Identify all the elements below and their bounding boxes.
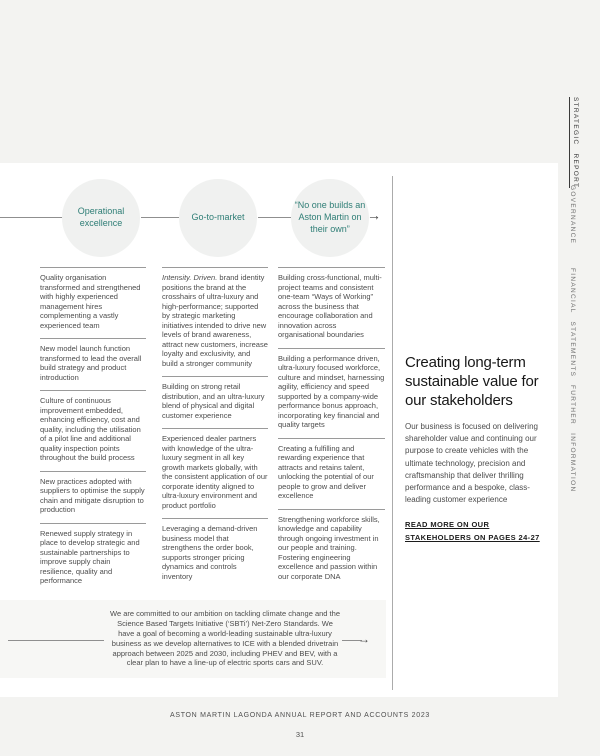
climate-left-line — [8, 640, 104, 641]
column-paragraph-text: brand identity positions the brand at the crosshairs of ultra-luxury and high-performance; supported by strategic marketing initiatives intended to drive new levels of brand awareness, attract new customers, increase loyalty and exclusivity, and build a stronger community — [162, 273, 268, 368]
read-more-stakeholders-link[interactable]: READ MORE ON OUR STAKEHOLDERS ON PAGES 24-27 — [405, 520, 540, 542]
vertical-divider — [392, 176, 393, 690]
top-margin-band — [0, 0, 600, 163]
stakeholders-heading: Creating long-term sustainable value for our stakeholders — [405, 354, 539, 410]
pillar-label: “No one builds an Aston Martin on their own” — [294, 200, 366, 234]
flow-connector-line — [0, 217, 63, 218]
column-paragraph: Quality organisation transformed and strengthened with highly experienced management hires complementing a vastly experienced team — [40, 267, 146, 338]
right-arrow-icon: → — [367, 207, 381, 223]
column-paragraph: Leveraging a demand-driven business model that strengthens the order book, supports stronger pricing dynamics and controls inventory — [162, 518, 268, 589]
stakeholders-panel — [405, 353, 548, 545]
climate-commitment-box — [0, 600, 386, 678]
flow-connector-line — [141, 217, 179, 218]
bottom-margin-band — [0, 697, 600, 756]
pillar-circle-go-to-market — [179, 179, 257, 257]
column-paragraph: Creating a fulfilling and rewarding experience that attracts and retains talent, unlocking the potential of our people to grow and deliver excellence — [278, 438, 385, 509]
footer-page-number: 31 — [295, 730, 305, 739]
column-go-to-market — [162, 267, 268, 589]
column-paragraph: Strengthening workforce skills, knowledge and capability through ongoing investment in our people and training. Fostering engineering excellence and passion within our corporate DNA — [278, 509, 385, 590]
stakeholders-body: Our business is focused on delivering shareholder value and continuing our purpose to create vehicles with the ultimate technology, precision and craftsmanship that deliver thrilling performance and a bespoke, class-leading customer experience — [405, 422, 538, 505]
column-one-team — [278, 267, 385, 589]
column-operational-excellence — [40, 267, 146, 594]
column-paragraph: Building on strong retail distribution, and an ultra-luxury blend of physical and digital customer experience — [162, 376, 268, 428]
column-paragraph — [162, 267, 268, 376]
right-margin-band — [558, 0, 600, 756]
pillar-label: Operational excellence — [77, 206, 125, 228]
flow-connector-line — [258, 217, 291, 218]
column-paragraph: Building cross-functional, multi-project teams and consistent one-team “Ways of Working” across the business that encourage collaboration and innovation across organisational boundaries — [278, 267, 385, 348]
climate-commitment-text: We are committed to our ambition on tackling climate change and the Science Based Targets Initiative (‘SBTi’) Net-Zero Standards. We have a goal of becoming a world-leading sustainable ultra-luxury business as we develop alternatives to ICE with a blended drivetrain approach between 2025 and 2030, including PHEV and BEV, with a clear plan to have a line-up of electric sports cars and SUV. — [110, 609, 340, 668]
column-paragraph: New practices adopted with suppliers to optimise the supply chain and mitigate disruption to production — [40, 471, 146, 523]
column-paragraph: Experienced dealer partners with knowledge of the ultra-luxury segment in all key growth markets globally, with the consistent application of our corporate identity aligned to ultra-luxury environment and product portfolio — [162, 428, 268, 518]
side-nav-governance[interactable]: GOVERNANCE — [569, 185, 576, 245]
pillar-circle-no-one-builds-alone — [291, 179, 369, 257]
column-paragraph: Culture of continuous improvement embedded, enhancing efficiency, cost and quality, including the utilisation of a pilot line and additional quality inspection points throughout the build process — [40, 390, 146, 471]
column-paragraph: Building a performance driven, ultra-luxury focused workforce, culture and mindset, harnessing agility, efficiency and speed supported by a company-wide performance bonus approach, incorporating key financial and quality targets — [278, 348, 385, 438]
side-nav-financial-statements[interactable]: FINANCIAL STATEMENTS — [569, 268, 576, 378]
footer-report-title: ASTON MARTIN LAGONDA ANNUAL REPORT AND ACCOUNTS 2023 — [169, 712, 431, 719]
column-paragraph: New model launch function transformed to lead the overall build strategy and product introduction — [40, 338, 146, 390]
intensity-driven-italic: Intensity. Driven. — [162, 273, 218, 282]
right-arrow-icon: → — [358, 632, 370, 646]
pillar-circle-operational-excellence — [62, 179, 140, 257]
column-paragraph: Renewed supply strategy in place to develop strategic and sustainable partnerships to improve supply chain resilience, quality and performance — [40, 523, 146, 594]
side-nav-strategic-report[interactable]: STRATEGIC REPORT — [569, 97, 579, 188]
side-nav-further-information[interactable]: FURTHER INFORMATION — [569, 385, 576, 493]
pillar-label: Go-to-market — [191, 212, 245, 223]
